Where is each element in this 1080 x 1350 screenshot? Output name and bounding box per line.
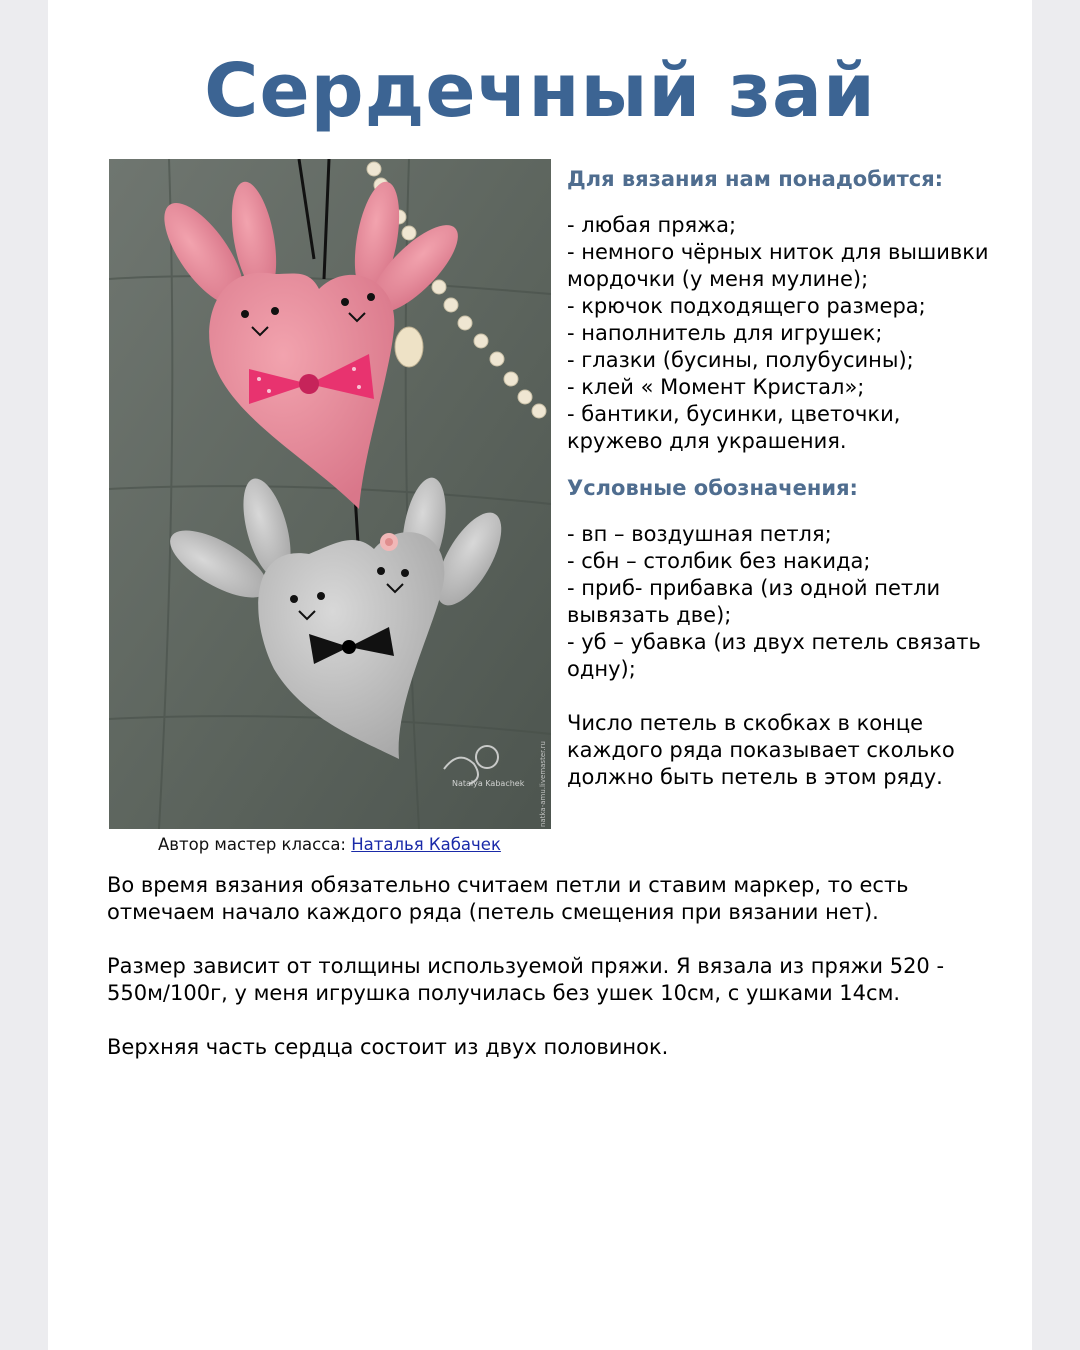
watermark-text: Natalya Kabachek (452, 779, 525, 788)
list-item: - любая пряжа; (567, 213, 737, 237)
legend-list (567, 521, 997, 683)
list-item: - бантики, бусинки, цветочки, кружево для украшения. (567, 402, 901, 453)
list-item: - вп – воздушная петля; (567, 522, 832, 546)
sidebar-text (567, 160, 997, 791)
page-title: Сердечный зай (204, 48, 876, 134)
materials-list (567, 212, 997, 455)
document-page (48, 0, 1032, 1350)
caption-prefix: Автор мастер класса: (158, 835, 346, 854)
legend-heading: Условные обозначения: (567, 476, 858, 500)
paragraph: Размер зависит от толщины используемой пряжи. Я вязала из пряжи 520 - 550м/100г, у меня игрушка получилась без ушек 10см, с ушками 14см. (107, 954, 945, 1005)
body-text (107, 872, 987, 1088)
list-item: - немного чёрных ниток для вышивки мордочки (у меня мулине); (567, 240, 989, 291)
paragraph: Верхняя часть сердца состоит из двух половинок. (107, 1035, 669, 1059)
photo-caption (158, 835, 501, 854)
list-item: - клей « Момент Кристал»; (567, 375, 865, 399)
list-item: - сбн – столбик без накида; (567, 549, 871, 573)
stitch-count-note: Число петель в скобках в конце каждого ряда показывает сколько должно быть петель в этом ряду. (567, 711, 955, 789)
list-item: - наполнитель для игрушек; (567, 321, 883, 345)
toy-photo (109, 159, 551, 829)
paragraph: Во время вязания обязательно считаем петли и ставим маркер, то есть отмечаем начало каждого ряда (петель смещения при вязании нет). (107, 873, 909, 924)
list-item: - приб- прибавка (из одной петли вывязать две); (567, 576, 941, 627)
materials-heading: Для вязания нам понадобится: (567, 167, 944, 191)
list-item: - крючок подходящего размера; (567, 294, 926, 318)
site-text: natka-amu.livemaster.ru (539, 741, 547, 827)
list-item: - глазки (бусины, полубусины); (567, 348, 914, 372)
bunny-hearts-illustration (109, 159, 551, 829)
list-item: - уб – убавка (из двух петель связать одну); (567, 630, 981, 681)
author-link[interactable]: Наталья Кабачек (351, 835, 501, 854)
